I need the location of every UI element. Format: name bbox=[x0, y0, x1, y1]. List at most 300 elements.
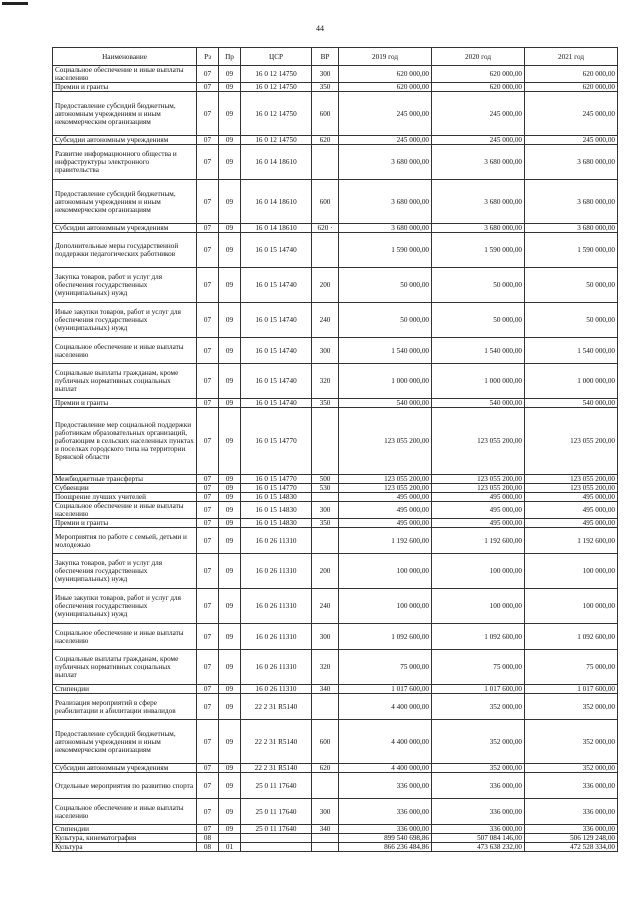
row-rz: 07 bbox=[197, 408, 219, 475]
table-row bbox=[53, 475, 618, 484]
row-vr: 300 bbox=[312, 799, 339, 825]
row-name: Культура bbox=[53, 843, 197, 852]
row-2020: 352 000,00 bbox=[432, 764, 525, 773]
row-name: Закупка товаров, работ и услуг для обеспечения государственных (муниципальных) нужд bbox=[53, 268, 197, 303]
row-csr: 16 0 12 14750 bbox=[241, 92, 312, 136]
row-name: Социальное обеспечение и иные выплаты населению bbox=[53, 66, 197, 83]
row-name: Премии и гранты bbox=[53, 399, 197, 408]
row-2019: 3 680 000,00 bbox=[339, 224, 432, 233]
row-rz: 07 bbox=[197, 399, 219, 408]
row-csr: 16 0 26 11310 bbox=[241, 650, 312, 685]
row-pr: 09 bbox=[219, 408, 241, 475]
row-2021: 495 000,00 bbox=[525, 519, 618, 528]
row-vr: 300 bbox=[312, 338, 339, 364]
row-csr: 16 0 26 11310 bbox=[241, 624, 312, 650]
table-row bbox=[53, 650, 618, 685]
row-vr: 320 bbox=[312, 650, 339, 685]
row-2020: 50 000,00 bbox=[432, 303, 525, 338]
header-2020: 2020 год bbox=[432, 48, 525, 66]
row-2020: 620 000,00 bbox=[432, 83, 525, 92]
header-rz: Рз bbox=[197, 48, 219, 66]
row-2021: 336 000,00 bbox=[525, 799, 618, 825]
row-2019: 1 000 000,00 bbox=[339, 364, 432, 399]
row-pr: 09 bbox=[219, 502, 241, 519]
row-csr: 16 0 12 14750 bbox=[241, 66, 312, 83]
row-2019: 123 055 200,00 bbox=[339, 475, 432, 484]
row-vr: 600 bbox=[312, 92, 339, 136]
row-name: Предоставление субсидий бюджетным, автономным учреждениям и иным некоммерческим организациям bbox=[53, 92, 197, 136]
row-csr: 16 0 15 14830 bbox=[241, 502, 312, 519]
row-2019: 899 540 698,86 bbox=[339, 834, 432, 843]
row-name: Иные закупки товаров, работ и услуг для обеспечения государственных (муниципальных) нужд bbox=[53, 589, 197, 624]
row-csr: 16 0 26 11310 bbox=[241, 685, 312, 694]
row-csr: 16 0 14 18610 bbox=[241, 145, 312, 180]
header-pr: Пр bbox=[219, 48, 241, 66]
row-rz: 07 bbox=[197, 764, 219, 773]
header-2021: 2021 год bbox=[525, 48, 618, 66]
row-2021: 245 000,00 bbox=[525, 136, 618, 145]
row-pr: 09 bbox=[219, 145, 241, 180]
row-name: Социальное обеспечение и иные выплаты населению bbox=[53, 799, 197, 825]
row-rz: 07 bbox=[197, 589, 219, 624]
row-2020: 352 000,00 bbox=[432, 694, 525, 720]
row-vr bbox=[312, 694, 339, 720]
row-2020: 1 590 000,00 bbox=[432, 233, 525, 268]
row-2021: 3 680 000,00 bbox=[525, 145, 618, 180]
row-2021: 495 000,00 bbox=[525, 493, 618, 502]
row-pr: 09 bbox=[219, 528, 241, 554]
row-rz: 07 bbox=[197, 338, 219, 364]
row-2020: 123 055 200,00 bbox=[432, 475, 525, 484]
row-2019: 3 680 000,00 bbox=[339, 145, 432, 180]
row-2020: 75 000,00 bbox=[432, 650, 525, 685]
row-2020: 3 680 000,00 bbox=[432, 145, 525, 180]
row-csr: 16 0 26 11310 bbox=[241, 528, 312, 554]
row-rz: 07 bbox=[197, 519, 219, 528]
row-name: Премии и гранты bbox=[53, 83, 197, 92]
row-2019: 620 000,00 bbox=[339, 66, 432, 83]
header-name: Наименование bbox=[53, 48, 197, 66]
row-csr: 22 2 31 R5140 bbox=[241, 764, 312, 773]
row-2020: 336 000,00 bbox=[432, 799, 525, 825]
row-2021: 620 000,00 bbox=[525, 83, 618, 92]
row-vr bbox=[312, 233, 339, 268]
row-2019: 4 400 000,00 bbox=[339, 694, 432, 720]
row-vr bbox=[312, 773, 339, 799]
row-pr: 09 bbox=[219, 399, 241, 408]
row-csr: 16 0 15 14830 bbox=[241, 493, 312, 502]
row-2021: 472 528 334,00 bbox=[525, 843, 618, 852]
row-vr: 600 bbox=[312, 720, 339, 764]
table-header-row bbox=[53, 48, 618, 66]
row-csr: 16 0 12 14750 bbox=[241, 83, 312, 92]
row-name: Социальное обеспечение и иные выплаты населению bbox=[53, 338, 197, 364]
budget-table bbox=[52, 47, 618, 852]
row-name: Межбюджетные трансферты bbox=[53, 475, 197, 484]
table-row bbox=[53, 720, 618, 764]
row-csr: 16 0 15 14830 bbox=[241, 519, 312, 528]
row-2021: 336 000,00 bbox=[525, 825, 618, 834]
row-rz: 07 bbox=[197, 268, 219, 303]
row-vr: 530 bbox=[312, 484, 339, 493]
row-2020: 336 000,00 bbox=[432, 773, 525, 799]
row-pr: 01 bbox=[219, 843, 241, 852]
row-name: Предоставление субсидий бюджетным, автономным учреждениям и иным некоммерческим организациям bbox=[53, 180, 197, 224]
row-rz: 07 bbox=[197, 554, 219, 589]
row-name: Социальные выплаты гражданам, кроме публичных нормативных социальных выплат bbox=[53, 650, 197, 685]
row-2021: 50 000,00 bbox=[525, 303, 618, 338]
row-2020: 245 000,00 bbox=[432, 92, 525, 136]
row-csr: 16 0 15 14740 bbox=[241, 268, 312, 303]
row-2021: 100 000,00 bbox=[525, 554, 618, 589]
row-2019: 1 017 600,00 bbox=[339, 685, 432, 694]
table-row bbox=[53, 589, 618, 624]
row-pr: 09 bbox=[219, 519, 241, 528]
row-csr: 25 0 11 17640 bbox=[241, 825, 312, 834]
row-2019: 495 000,00 bbox=[339, 493, 432, 502]
row-2021: 495 000,00 bbox=[525, 502, 618, 519]
row-2020: 50 000,00 bbox=[432, 268, 525, 303]
row-2019: 1 192 600,00 bbox=[339, 528, 432, 554]
row-rz: 08 bbox=[197, 834, 219, 843]
row-vr: 200 bbox=[312, 554, 339, 589]
table-row bbox=[53, 66, 618, 83]
header-2019: 2019 год bbox=[339, 48, 432, 66]
row-name: Предоставление субсидий бюджетным, автономным учреждениям и иным некоммерческим организациям bbox=[53, 720, 197, 764]
row-name: Премии и гранты bbox=[53, 519, 197, 528]
row-2019: 866 236 484,86 bbox=[339, 843, 432, 852]
row-2020: 123 055 200,00 bbox=[432, 408, 525, 475]
row-2019: 100 000,00 bbox=[339, 554, 432, 589]
row-rz: 07 bbox=[197, 83, 219, 92]
row-name: Субвенции bbox=[53, 484, 197, 493]
row-2021: 336 000,00 bbox=[525, 773, 618, 799]
row-csr: 16 0 15 14770 bbox=[241, 484, 312, 493]
corner-mark bbox=[2, 2, 28, 5]
row-rz: 07 bbox=[197, 180, 219, 224]
row-csr: 22 2 31 R5140 bbox=[241, 720, 312, 764]
row-csr: 16 0 15 14740 bbox=[241, 399, 312, 408]
row-csr: 25 0 11 17640 bbox=[241, 773, 312, 799]
row-pr: 09 bbox=[219, 475, 241, 484]
table-row bbox=[53, 764, 618, 773]
row-pr: 09 bbox=[219, 180, 241, 224]
table-row bbox=[53, 834, 618, 843]
row-pr: 09 bbox=[219, 720, 241, 764]
row-2021: 50 000,00 bbox=[525, 268, 618, 303]
row-csr: 16 0 15 14770 bbox=[241, 475, 312, 484]
row-2019: 245 000,00 bbox=[339, 136, 432, 145]
table-row bbox=[53, 224, 618, 233]
table-row bbox=[53, 180, 618, 224]
table-row bbox=[53, 136, 618, 145]
row-vr: 620 · bbox=[312, 224, 339, 233]
table-row bbox=[53, 303, 618, 338]
row-2020: 245 000,00 bbox=[432, 136, 525, 145]
row-2019: 1 590 000,00 bbox=[339, 233, 432, 268]
row-rz: 07 bbox=[197, 685, 219, 694]
row-vr: 600 bbox=[312, 180, 339, 224]
row-rz: 07 bbox=[197, 799, 219, 825]
row-2020: 100 000,00 bbox=[432, 554, 525, 589]
row-csr: 16 0 15 14740 bbox=[241, 338, 312, 364]
row-2020: 3 680 000,00 bbox=[432, 180, 525, 224]
row-pr: 09 bbox=[219, 650, 241, 685]
row-rz: 07 bbox=[197, 92, 219, 136]
row-pr: 09 bbox=[219, 268, 241, 303]
row-pr: 09 bbox=[219, 773, 241, 799]
row-rz: 07 bbox=[197, 528, 219, 554]
row-pr: 09 bbox=[219, 364, 241, 399]
table-row bbox=[53, 83, 618, 92]
row-2020: 100 000,00 bbox=[432, 589, 525, 624]
row-name: Субсидии автономным учреждениям bbox=[53, 224, 197, 233]
row-rz: 07 bbox=[197, 502, 219, 519]
row-2020: 540 000,00 bbox=[432, 399, 525, 408]
row-vr: 350 bbox=[312, 399, 339, 408]
row-vr: 500 bbox=[312, 475, 339, 484]
row-pr: 09 bbox=[219, 484, 241, 493]
table-row bbox=[53, 528, 618, 554]
row-pr: 09 bbox=[219, 694, 241, 720]
row-vr: 300 bbox=[312, 66, 339, 83]
row-2020: 620 000,00 bbox=[432, 66, 525, 83]
table-row bbox=[53, 519, 618, 528]
row-rz: 07 bbox=[197, 694, 219, 720]
row-2021: 1 192 600,00 bbox=[525, 528, 618, 554]
row-2021: 123 055 200,00 bbox=[525, 484, 618, 493]
row-2020: 495 000,00 bbox=[432, 519, 525, 528]
row-2020: 495 000,00 bbox=[432, 493, 525, 502]
row-name: Закупка товаров, работ и услуг для обеспечения государственных (муниципальных) нужд bbox=[53, 554, 197, 589]
row-name: Культура, кинематография bbox=[53, 834, 197, 843]
row-2019: 620 000,00 bbox=[339, 83, 432, 92]
row-vr bbox=[312, 528, 339, 554]
table-row bbox=[53, 493, 618, 502]
row-2019: 336 000,00 bbox=[339, 825, 432, 834]
row-2019: 4 400 000,00 bbox=[339, 764, 432, 773]
row-rz: 07 bbox=[197, 303, 219, 338]
row-pr: 09 bbox=[219, 338, 241, 364]
row-name: Реализация мероприятий в сфере реабилитации и абилитации инвалидов bbox=[53, 694, 197, 720]
row-csr: 22 2 31 R5140 bbox=[241, 694, 312, 720]
row-2020: 3 680 000,00 bbox=[432, 224, 525, 233]
header-csr: ЦСР bbox=[241, 48, 312, 66]
table-row bbox=[53, 685, 618, 694]
row-2021: 1 000 000,00 bbox=[525, 364, 618, 399]
row-rz: 07 bbox=[197, 773, 219, 799]
row-rz: 07 bbox=[197, 475, 219, 484]
table-row bbox=[53, 364, 618, 399]
table-row bbox=[53, 268, 618, 303]
row-name: Стипендии bbox=[53, 685, 197, 694]
table-row bbox=[53, 484, 618, 493]
row-vr: 200 bbox=[312, 268, 339, 303]
row-rz: 07 bbox=[197, 484, 219, 493]
row-2019: 100 000,00 bbox=[339, 589, 432, 624]
row-rz: 07 bbox=[197, 224, 219, 233]
row-vr bbox=[312, 834, 339, 843]
row-name: Иные закупки товаров, работ и услуг для обеспечения государственных (муниципальных) нужд bbox=[53, 303, 197, 338]
row-rz: 07 bbox=[197, 136, 219, 145]
row-pr: 09 bbox=[219, 685, 241, 694]
row-rz: 07 bbox=[197, 364, 219, 399]
row-pr: 09 bbox=[219, 493, 241, 502]
row-2021: 1 092 600,00 bbox=[525, 624, 618, 650]
row-vr: 350 bbox=[312, 83, 339, 92]
row-pr: 09 bbox=[219, 589, 241, 624]
row-csr: 16 0 15 14740 bbox=[241, 303, 312, 338]
row-name: Развитие информационного общества и инфраструктуры электронного правительства bbox=[53, 145, 197, 180]
header-vr: ВР bbox=[312, 48, 339, 66]
row-name: Отдельные мероприятия по развитию спорта bbox=[53, 773, 197, 799]
row-2019: 540 000,00 bbox=[339, 399, 432, 408]
row-2020: 1 017 600,00 bbox=[432, 685, 525, 694]
row-csr: 16 0 15 14740 bbox=[241, 364, 312, 399]
row-2020: 1 000 000,00 bbox=[432, 364, 525, 399]
row-2021: 245 000,00 bbox=[525, 92, 618, 136]
row-2021: 1 017 600,00 bbox=[525, 685, 618, 694]
row-csr: 16 0 26 11310 bbox=[241, 589, 312, 624]
row-pr: 09 bbox=[219, 66, 241, 83]
row-2021: 620 000,00 bbox=[525, 66, 618, 83]
table-row bbox=[53, 694, 618, 720]
row-2019: 50 000,00 bbox=[339, 303, 432, 338]
row-pr: 09 bbox=[219, 825, 241, 834]
table-row bbox=[53, 554, 618, 589]
row-name: Субсидии автономным учреждениям bbox=[53, 136, 197, 145]
row-pr: 09 bbox=[219, 136, 241, 145]
table-row bbox=[53, 502, 618, 519]
row-name: Стипендии bbox=[53, 825, 197, 834]
row-vr: 340 bbox=[312, 685, 339, 694]
row-2021: 506 129 248,00 bbox=[525, 834, 618, 843]
row-2019: 495 000,00 bbox=[339, 519, 432, 528]
row-2020: 336 000,00 bbox=[432, 825, 525, 834]
row-pr: 09 bbox=[219, 303, 241, 338]
row-rz: 07 bbox=[197, 650, 219, 685]
row-2021: 3 680 000,00 bbox=[525, 224, 618, 233]
table-row bbox=[53, 145, 618, 180]
row-name: Социальные выплаты гражданам, кроме публичных нормативных социальных выплат bbox=[53, 364, 197, 399]
row-2021: 123 055 200,00 bbox=[525, 475, 618, 484]
row-rz: 08 bbox=[197, 843, 219, 852]
row-2019: 3 680 000,00 bbox=[339, 180, 432, 224]
row-csr: 16 0 14 18610 bbox=[241, 224, 312, 233]
table-row bbox=[53, 399, 618, 408]
row-name: Дополнительные меры государственной поддержки педагогических работников bbox=[53, 233, 197, 268]
row-vr: 620 bbox=[312, 764, 339, 773]
row-rz: 07 bbox=[197, 825, 219, 834]
row-2021: 352 000,00 bbox=[525, 694, 618, 720]
row-2021: 1 590 000,00 bbox=[525, 233, 618, 268]
row-name: Мероприятия по работе с семьей, детьми и молодежью bbox=[53, 528, 197, 554]
row-2019: 336 000,00 bbox=[339, 773, 432, 799]
table-row bbox=[53, 825, 618, 834]
row-csr: 16 0 15 14770 bbox=[241, 408, 312, 475]
row-2020: 352 000,00 bbox=[432, 720, 525, 764]
row-2019: 245 000,00 bbox=[339, 92, 432, 136]
row-csr bbox=[241, 843, 312, 852]
row-2019: 1 540 000,00 bbox=[339, 338, 432, 364]
row-2019: 1 092 600,00 bbox=[339, 624, 432, 650]
row-csr: 25 0 11 17640 bbox=[241, 799, 312, 825]
row-name: Социальное обеспечение и иные выплаты населению bbox=[53, 502, 197, 519]
row-2019: 495 000,00 bbox=[339, 502, 432, 519]
row-csr bbox=[241, 834, 312, 843]
row-2021: 540 000,00 bbox=[525, 399, 618, 408]
row-2019: 336 000,00 bbox=[339, 799, 432, 825]
row-vr bbox=[312, 493, 339, 502]
row-2021: 352 000,00 bbox=[525, 764, 618, 773]
row-vr bbox=[312, 408, 339, 475]
row-2021: 100 000,00 bbox=[525, 589, 618, 624]
row-vr: 240 bbox=[312, 303, 339, 338]
row-vr: 320 bbox=[312, 364, 339, 399]
row-2020: 473 638 232,00 bbox=[432, 843, 525, 852]
row-pr: 09 bbox=[219, 624, 241, 650]
row-vr: 350 bbox=[312, 519, 339, 528]
row-2021: 1 540 000,00 bbox=[525, 338, 618, 364]
row-2019: 123 055 200,00 bbox=[339, 408, 432, 475]
table-row bbox=[53, 773, 618, 799]
row-csr: 16 0 15 14740 bbox=[241, 233, 312, 268]
row-2019: 123 055 200,00 bbox=[339, 484, 432, 493]
row-rz: 07 bbox=[197, 720, 219, 764]
row-rz: 07 bbox=[197, 233, 219, 268]
row-2020: 495 000,00 bbox=[432, 502, 525, 519]
row-vr bbox=[312, 145, 339, 180]
table-row bbox=[53, 624, 618, 650]
row-2021: 352 000,00 bbox=[525, 720, 618, 764]
row-2021: 3 680 000,00 bbox=[525, 180, 618, 224]
row-rz: 07 bbox=[197, 66, 219, 83]
row-vr bbox=[312, 843, 339, 852]
row-pr: 09 bbox=[219, 92, 241, 136]
row-vr: 300 bbox=[312, 502, 339, 519]
row-2020: 1 092 600,00 bbox=[432, 624, 525, 650]
row-2020: 1 192 600,00 bbox=[432, 528, 525, 554]
row-vr: 620 bbox=[312, 136, 339, 145]
row-pr: 09 bbox=[219, 224, 241, 233]
table-row bbox=[53, 233, 618, 268]
row-pr: 09 bbox=[219, 764, 241, 773]
row-2019: 75 000,00 bbox=[339, 650, 432, 685]
row-vr: 340 bbox=[312, 825, 339, 834]
row-2019: 4 400 000,00 bbox=[339, 720, 432, 764]
row-2019: 50 000,00 bbox=[339, 268, 432, 303]
row-csr: 16 0 14 18610 bbox=[241, 180, 312, 224]
row-pr: 09 bbox=[219, 83, 241, 92]
row-name: Субсидии автономным учреждениям bbox=[53, 764, 197, 773]
row-pr: 09 bbox=[219, 554, 241, 589]
table-row bbox=[53, 799, 618, 825]
table-row bbox=[53, 408, 618, 475]
table-row bbox=[53, 92, 618, 136]
row-pr bbox=[219, 834, 241, 843]
row-rz: 07 bbox=[197, 493, 219, 502]
row-vr: 300 bbox=[312, 624, 339, 650]
row-rz: 07 bbox=[197, 624, 219, 650]
row-pr: 09 bbox=[219, 233, 241, 268]
row-pr: 09 bbox=[219, 799, 241, 825]
row-rz: 07 bbox=[197, 145, 219, 180]
row-name: Поощрение лучших учителей bbox=[53, 493, 197, 502]
row-name: Социальное обеспечение и иные выплаты населению bbox=[53, 624, 197, 650]
row-2021: 75 000,00 bbox=[525, 650, 618, 685]
table-row bbox=[53, 843, 618, 852]
row-2020: 123 055 200,00 bbox=[432, 484, 525, 493]
